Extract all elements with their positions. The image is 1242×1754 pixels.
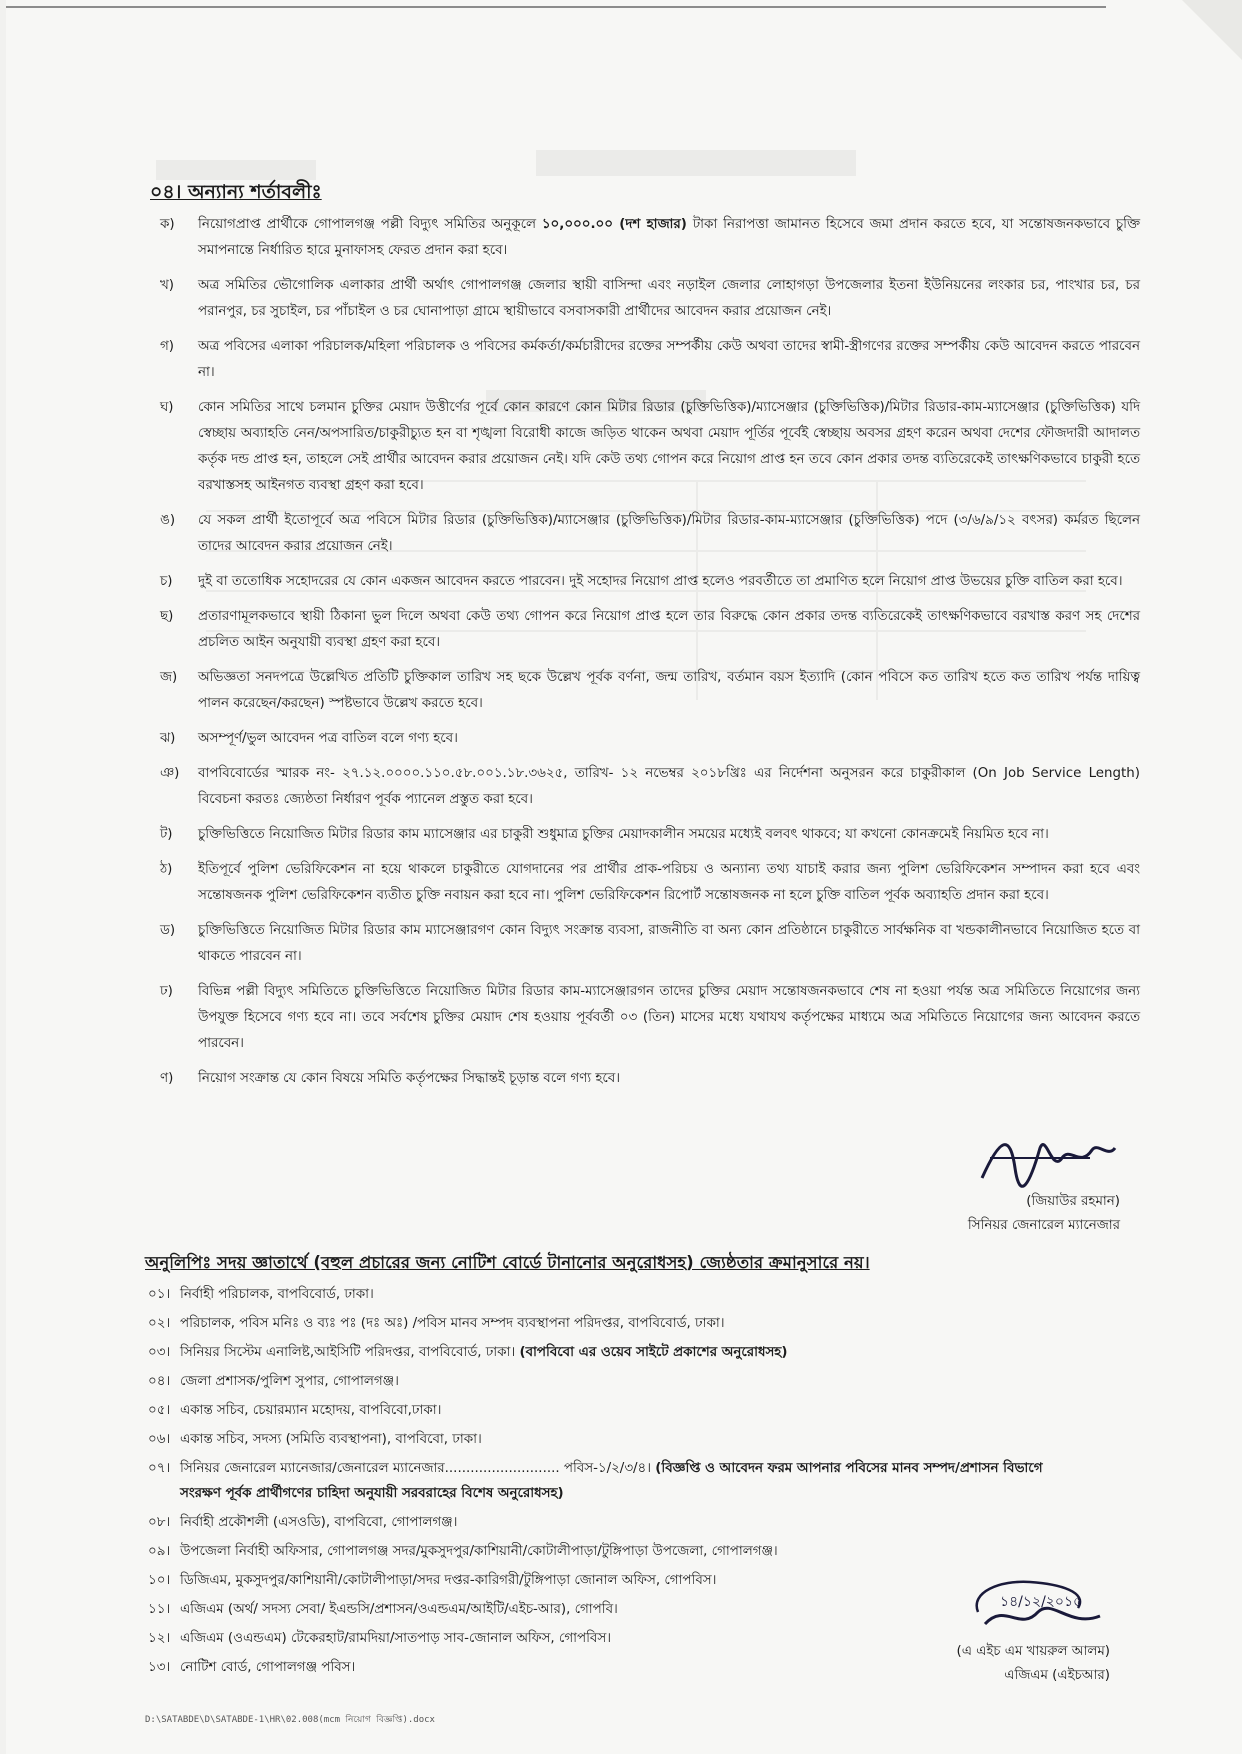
- condition-marker: ঞ): [160, 766, 180, 781]
- copy-number: ০৫।: [148, 1403, 171, 1418]
- signatory-name: (জিয়াউর রহমান): [1026, 1194, 1120, 1209]
- copy-number: ০৬।: [148, 1432, 171, 1447]
- copy-item: [148, 1282, 1048, 1307]
- condition-text: নিয়োগ সংক্রান্ত যে কোন বিষয়ে সমিতি কর্তৃপক্ষের সিদ্ধান্তই চূড়ান্ত বলে গণ্য হবে।: [198, 1071, 621, 1086]
- copy-text: সিনিয়র সিস্টেম এনালিষ্ট,আইসিটি পরিদপ্তর, বাপবিবোর্ড, ঢাকা। (বাপবিবো এর ওয়েব সাইটে প্রকাশের অনুরোধসহ): [180, 1345, 788, 1360]
- condition-item: [150, 273, 1140, 325]
- copy-number: ০২।: [148, 1316, 171, 1331]
- copy-item: [148, 1427, 1048, 1452]
- conditions-list: [150, 212, 1140, 1101]
- section-title: ০৪। অন্যান্য শর্তাবলীঃ: [150, 181, 322, 203]
- condition-item: [150, 822, 1140, 848]
- condition-item: [150, 857, 1140, 909]
- condition-item: [150, 665, 1140, 717]
- copy-text: সিনিয়র জেনারেল ম্যানেজার/জেনারেল ম্যানেজার........................... পবিস-১/২/৩/৪। (বিজ্ঞপ্তি ও আবেদন ফরম আপনার পবিসের মানব সম্পদ/প্রশাসন বিভাগে সংরক্ষণ পূর্বক প্রার্থীগণের চাহিদা অনুযায়ী সরবরাহের বিশেষ অনুরোধসহ): [180, 1461, 1043, 1501]
- copy-text: জেলা প্রশাসক/পুলিশ সুপার, গোপালগঞ্জ।: [180, 1374, 399, 1389]
- condition-marker: ঝ): [160, 731, 176, 746]
- copy-item: [148, 1311, 1048, 1336]
- copy-text: নির্বাহী প্রকৌশলী (এসওডি), বাপবিবো, গোপালগঞ্জ।: [180, 1515, 458, 1530]
- condition-marker: ছ): [160, 609, 174, 624]
- condition-text: চুক্তিভিত্তিতে নিয়োজিত মিটার রিডার কাম ম্যাসেঞ্জারগণ কোন বিদ্যুৎ সংক্রান্ত ব্যবসা, রাজনীতি বা অন্য কোন প্রতিষ্ঠানে চাকুরীতে সার্বক্ষনিক বা খন্ডকালীনভাবে নিয়োজিত হতে বা থাকতে পারবেন না।: [198, 923, 1140, 964]
- copy-text: একান্ত সচিব, সদস্য (সমিতি ব্যবস্থাপনা), বাপবিবো, ঢাকা।: [180, 1432, 482, 1447]
- condition-text: চুক্তিভিত্তিতে নিয়োজিত মিটার রিডার কাম ম্যাসেঞ্জার এর চাকুরী শুধুমাত্র চুক্তির মেয়াদকালীন সময়ের মধ্যেই বলবৎ থাকবে; যা কখনো কোনক্রমেই নিয়মিত হবে না।: [198, 827, 1049, 842]
- condition-item: [150, 1066, 1140, 1092]
- condition-item: [150, 761, 1140, 813]
- signature-graphic: [970, 1128, 1120, 1190]
- signature-block-agm: [880, 1572, 1110, 1688]
- condition-marker: ঠ): [160, 862, 173, 877]
- condition-text: বাপবিবোর্ডের স্মারক নং- ২৭.১২.০০০০.১১০.৫৮.০০১.১৮.৩৬২৫, তারিখ- ১২ নভেম্বর ২০১৮খ্রিঃ এর নির্দেশনা অনুসরন করে চাকুরীকাল (On Job Service Length) বিবেচনা করতঃ জ্যেষ্ঠতা নির্ধারণ পূর্বক প্যানেল প্রস্তুত করা হবে।: [198, 766, 1140, 807]
- copy-number: ০৮।: [148, 1515, 171, 1530]
- copy-number: ১৩।: [148, 1660, 171, 1675]
- signatory-designation: সিনিয়র জেনারেল ম্যানেজার: [967, 1218, 1120, 1233]
- copy-item: [148, 1398, 1048, 1423]
- condition-marker: জ): [160, 670, 178, 685]
- condition-text: অসম্পূর্ণ/ভুল আবেদন পত্র বাতিল বলে গণ্য হবে।: [198, 731, 458, 746]
- copy-text: উপজেলা নির্বাহী অফিসার, গোপালগঞ্জ সদর/মুকসুদপুর/কাশিয়ানী/কোটালীপাড়া/টুঙ্গিপাড়া উপজেলা, গোপালগঞ্জ।: [180, 1544, 778, 1559]
- copy-number: ০৪।: [148, 1374, 171, 1389]
- copy-item: [148, 1510, 1048, 1535]
- condition-item: [150, 569, 1140, 595]
- copy-text: একান্ত সচিব, চেয়ারম্যান মহোদয়, বাপবিবো,ঢাকা।: [180, 1403, 442, 1418]
- condition-marker: ট): [160, 827, 173, 842]
- copy-number: ০৯।: [148, 1544, 171, 1559]
- condition-marker: ক): [160, 217, 175, 232]
- svg-text:১৪/১২/২০১৫: ১৪/১২/২০১৫: [1000, 1594, 1083, 1610]
- condition-marker: গ): [160, 339, 175, 354]
- condition-item: [150, 395, 1140, 499]
- condition-marker: ণ): [160, 1071, 174, 1086]
- top-border-line: [6, 6, 1106, 8]
- copy-text: নির্বাহী পরিচালক, বাপবিবোর্ড, ঢাকা।: [180, 1287, 374, 1302]
- condition-text: কোন সমিতির সাথে চলমান চুক্তির মেয়াদ উত্তীর্ণের পূর্বে কোন কারণে কোন মিটার রিডার (চুক্তিভিত্তিক)/ম্যাসেঞ্জার (চুক্তিভিত্তিক)/মিটার রিডার-কাম-ম্যাসেঞ্জার (চুক্তিভিত্তিক) যদি স্বেচ্ছায় অব্যাহতি নেন/অপসারিত/চাকুরীচ্যুত হন বা শৃঙ্খলা বিরোধী কাজে জড়িত থাকেন অথবা মেয়াদ পূর্তির পূর্বেই স্বেচ্ছায় অবসর গ্রহণ করেন অথবা দেশের ফৌজদারী আদালত কর্তৃক দন্ড প্রাপ্ত হন, তাহলে সেই প্রার্থীর আবেদন করার প্রয়োজন নেই। যদি কেউ তথ্য গোপন করে নিয়োগ প্রাপ্ত হন তবে কোন প্রকার তদন্ত ব্যতিরেকেই তাৎক্ষণিকভাবে চাকুরী হতে বরখাস্তসহ আইনগত ব্যবস্থা গ্রহণ করা হবে।: [198, 400, 1140, 493]
- condition-item: [150, 212, 1140, 264]
- copy-text: পরিচালক, পবিস মনিঃ ও ব্যঃ পঃ (দঃ অঃ) /পবিস মানব সম্পদ ব্যবস্থাপনা পরিদপ্তর, বাপবিবোর্ড, ঢাকা।: [180, 1316, 725, 1331]
- condition-text: বিভিন্ন পল্লী বিদ্যুৎ সমিতিতে চুক্তিভিত্তিতে নিয়োজিত মিটার রিডার কাম-ম্যাসেঞ্জারগন তাদের চুক্তির মেয়াদ সন্তোষজনকভাবে শেষ না হওয়া পর্যন্ত অত্র সমিতিতে নিয়োগের জন্য উপযুক্ত হিসেবে গণ্য হবে না। তবে সর্বশেষ চুক্তির মেয়াদ শেষ হওয়ায় পূর্ববর্তী ০৩ (তিন) মাসের মধ্যে যথাযথ কর্তৃপক্ষের মাধ্যমে অত্র সমিতিতে নিয়োগের জন্য আবেদন করতে পারবেন।: [198, 984, 1140, 1051]
- signatory-designation: এজিএম (এইচআর): [1004, 1668, 1110, 1683]
- copy-number: ০১।: [148, 1287, 171, 1302]
- signatory-name: (এ এইচ এম খায়রুল আলম): [956, 1644, 1110, 1659]
- page-fold-corner: [1182, 0, 1242, 60]
- condition-marker: ঘ): [160, 400, 174, 415]
- copies-title: অনুলিপিঃ সদয় জ্ঞাতার্থে (বহুল প্রচারের জন্য নোটিশ বোর্ডে টানানোর অনুরোধসহ) জ্যেষ্ঠতার ক্রমানুসারে নয়।: [145, 1253, 870, 1272]
- condition-text: অভিজ্ঞতা সনদপত্রে উল্লেখিত প্রতিটি চুক্তিকাল তারিখ সহ ছকে উল্লেখ পূর্বক বর্ণনা, জন্ম তারিখ, বর্তমান বয়স ইত্যাদি (কোন পবিসে কত তারিখ হতে কত তারিখ পর্যন্ত দায়িত্ব পালন করেছেন/করছেন) স্পষ্টভাবে উল্লেখ করতে হবে।: [198, 670, 1140, 711]
- condition-marker: খ): [160, 278, 175, 293]
- copy-item: [148, 1456, 1048, 1506]
- condition-text: অত্র সমিতির ভৌগোলিক এলাকার প্রার্থী অর্থাৎ গোপালগঞ্জ জেলার স্থায়ী বাসিন্দা এবং নড়াইল জেলার লোহাগড়া উপজেলার ইতনা ইউনিয়নের লংকার চর, পাংখার চর, চর পরানপুর, চর সুচাইল, চর পাঁচাইল ও চর ঘোনাপাড়া গ্রামে স্থায়ীভাবে বসবাসকারী প্রার্থীদের আবেদন করার প্রয়োজন নেই।: [198, 278, 1140, 319]
- initial-stamp-signature: [960, 1572, 1110, 1640]
- condition-text: নিয়োগপ্রাপ্ত প্রার্থীকে গোপালগঞ্জ পল্লী বিদ্যুৎ সমিতির অনুকূলে ১০,০০০.০০ (দশ হাজার) টাকা নিরাপত্তা জামানত হিসেবে জমা প্রদান করতে হবে, যা সন্তোষজনকভাবে চুক্তি সমাপনান্তে নির্ধারিত হারে মুনাফাসহ ফেরত প্রদান করা হবে।: [198, 217, 1140, 258]
- copy-number: ১১।: [148, 1602, 171, 1617]
- condition-item: [150, 726, 1140, 752]
- condition-text: অত্র পবিসের এলাকা পরিচালক/মহিলা পরিচালক ও পবিসের কর্মকর্তা/কর্মচারীদের রক্তের সম্পর্কীয় কেউ অথবা তাদের স্বামী-স্ত্রীগণের রক্তের সম্পর্কীয় কেউ আবেদন করতে পারবেন না।: [198, 339, 1140, 380]
- condition-marker: ঢ): [160, 984, 173, 999]
- copy-number: ০৭।: [148, 1461, 171, 1476]
- signature-block-sgm: [880, 1128, 1120, 1238]
- condition-item: [150, 604, 1140, 656]
- condition-item: [150, 508, 1140, 560]
- condition-item: [150, 979, 1140, 1057]
- condition-item: [150, 334, 1140, 386]
- file-path-footer: D:\SATABDE\D\SATABDE-1\HR\02.008(mcm নিয়োগ বিজ্ঞপ্তি).docx: [145, 1715, 435, 1725]
- condition-item: [150, 918, 1140, 970]
- condition-marker: ড): [160, 923, 176, 938]
- copy-item: [148, 1340, 1048, 1365]
- copy-item: [148, 1369, 1048, 1394]
- condition-marker: ঙ): [160, 513, 176, 528]
- copy-text: নোটিশ বোর্ড, গোপালগঞ্জ পবিস।: [180, 1660, 356, 1675]
- condition-text: যে সকল প্রার্থী ইতোপূর্বে অত্র পবিসে মিটার রিডার (চুক্তিভিত্তিক)/ম্যাসেঞ্জার (চুক্তিভিত্তিক)/মিটার রিডার-কাম-ম্যাসেঞ্জার (চুক্তিভিত্তিক) পদে (৩/৬/৯/১২ বৎসর) কর্মরত ছিলেন তাদের আবেদন করার প্রয়োজন নেই।: [198, 513, 1140, 554]
- copy-text: ডিজিএম, মুকসুদপুর/কাশিয়ানী/কোটালীপাড়া/সদর দপ্তর-কারিগরী/টুঙ্গিপাড়া জোনাল অফিস, গোপবিস।: [180, 1573, 717, 1588]
- condition-text: প্রতারণামূলকভাবে স্থায়ী ঠিকানা ভুল দিলে অথবা কেউ তথ্য গোপন করে নিয়োগ প্রাপ্ত হলে তার বিরুদ্ধে কোন প্রকার তদন্ত ব্যতিরেকেই তাৎক্ষণিকভাবে বরখাস্ত করণ সহ দেশের প্রচলিত আইন অনুযায়ী ব্যবস্থা গ্রহণ করা হবে।: [198, 609, 1140, 650]
- condition-marker: চ): [160, 574, 173, 589]
- copy-number: ০৩।: [148, 1345, 171, 1360]
- condition-text: দুই বা ততোধিক সহোদরের যে কোন একজন আবেদন করতে পারবেন। দুই সহোদর নিয়োগ প্রাপ্ত হলেও পরবর্তীতে তা প্রমাণিত হলে নিয়োগ প্রাপ্ত উভয়ের চুক্তি বাতিল করা হবে।: [198, 574, 1123, 589]
- copy-text: এজিএম (ওএন্ডএম) টেকেরহাট/রামদিয়া/সাতপাড় সাব-জোনাল অফিস, গোপবিস।: [180, 1631, 611, 1646]
- copy-text: এজিএম (অর্থ/ সদস্য সেবা/ ইএন্ডসি/প্রশাসন/ওএন্ডএম/আইটি/এইচ-আর), গোপবি।: [180, 1602, 618, 1617]
- condition-text: ইতিপূর্বে পুলিশ ভেরিফিকেশন না হয়ে থাকলে চাকুরীতে যোগদানের পর প্রার্থীর প্রাক-পরিচয় ও অন্যান্য তথ্য যাচাই করার জন্য পুলিশ ভেরিফিকেশন সম্পাদন করা হবে এবং সন্তোষজনক পুলিশ ভেরিফিকেশন ব্যতীত চুক্তি নবায়ন করা হবে না। পুলিশ ভেরিফিকেশন রিপোর্ট সন্তোষজনক না হলে চুক্তি বাতিল পূর্বক অব্যাহতি প্রদান করা হবে।: [198, 862, 1140, 903]
- copy-item: [148, 1539, 1048, 1564]
- copy-number: ১২।: [148, 1631, 171, 1646]
- copy-number: ১০।: [148, 1573, 171, 1588]
